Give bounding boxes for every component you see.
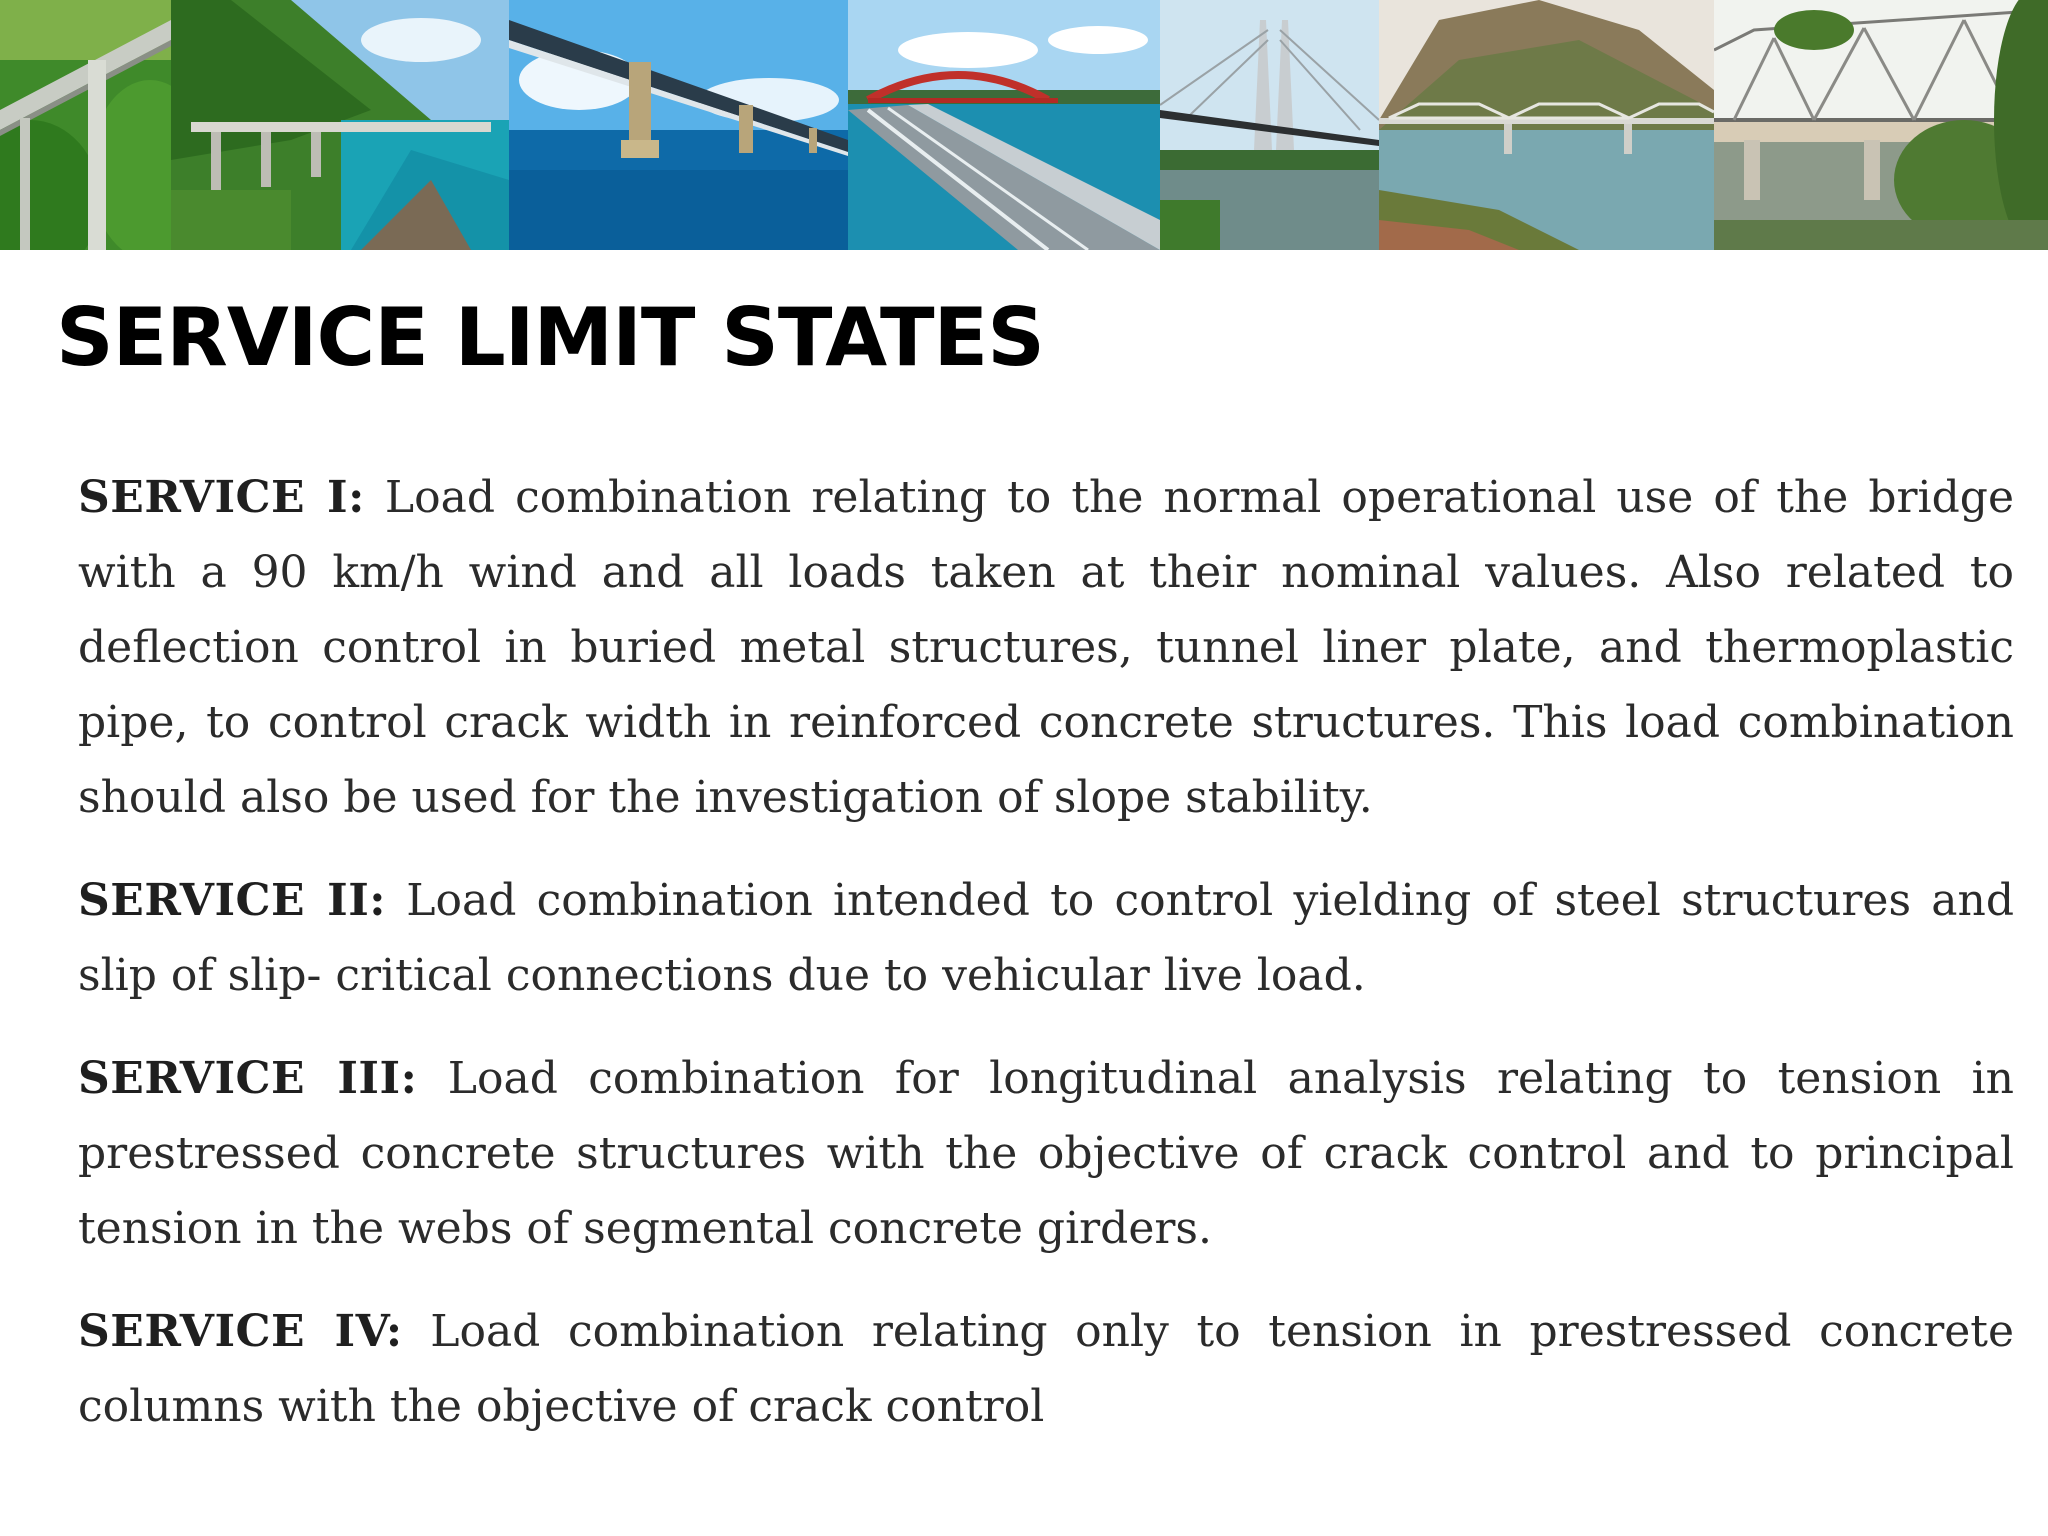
service-iv-text: Load combination relating only to tension in prestressed concrete columns with the objective of crack control xyxy=(78,1306,2014,1432)
service-iii-label: SERVICE III: xyxy=(78,1053,418,1104)
service-ii-paragraph xyxy=(78,863,2014,1013)
service-i-paragraph xyxy=(78,460,2014,835)
service-ii-text: Load combination intended to control yielding of steel structures and slip of slip- critical connections due to vehicular live load. xyxy=(78,875,2014,1001)
service-iii-text: Load combination for longitudinal analysis relating to tension in prestressed concrete structures with the objective of crack control and to principal tension in the webs of segmental concrete girders. xyxy=(78,1053,2014,1254)
elevated-highway-bridge-photo xyxy=(0,0,171,250)
service-i-text: Load combination relating to the normal operational use of the bridge with a 90 km/h wind and all loads taken at their nominal values. Also related to deflection control in buried metal structures, tunnel liner plate, and thermoplastic pipe, to control crack width in reinforced concrete structures. This load combination should also be used for the investigation of slope stability. xyxy=(78,472,2014,823)
service-iv-label: SERVICE IV: xyxy=(78,1306,403,1357)
steel-truss-bridge-mountains-photo xyxy=(1379,0,1714,250)
red-arch-bridge-photo xyxy=(848,0,1160,250)
steel-truss-bridge-river-photo xyxy=(1714,0,2048,250)
service-i-label: SERVICE I: xyxy=(78,472,365,523)
service-ii-label: SERVICE II: xyxy=(78,875,387,926)
page-title: SERVICE LIMIT STATES xyxy=(56,291,1044,384)
cable-stayed-bridge-photo xyxy=(1160,0,1379,250)
service-limit-states-list xyxy=(78,460,2014,1472)
coastal-viaduct-photo xyxy=(171,0,509,250)
service-iii-paragraph xyxy=(78,1041,2014,1266)
service-iv-paragraph xyxy=(78,1294,2014,1444)
bridge-photo-banner xyxy=(0,0,2048,250)
highway-bridge-over-water-photo xyxy=(509,0,848,250)
